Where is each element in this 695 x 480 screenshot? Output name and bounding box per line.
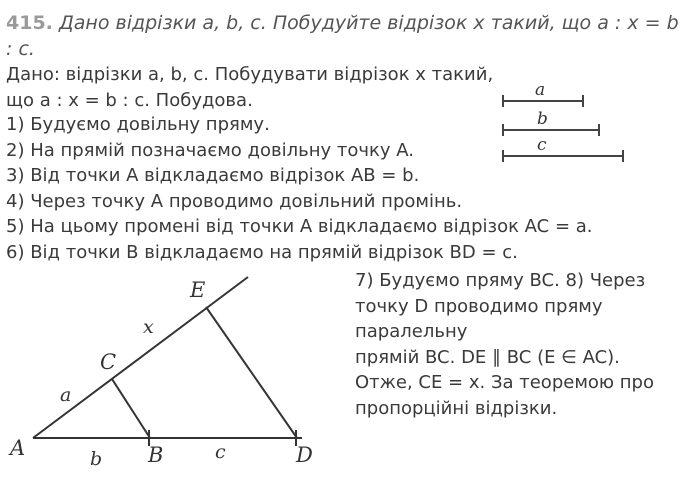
solution-given <box>6 62 526 113</box>
label-segment-a: a <box>60 384 72 406</box>
label-segment-b: b <box>90 448 103 470</box>
step-5: 5) На цьому промені від точки A відкладаємо відрізок AC = a. <box>6 216 593 237</box>
side-line-5: Отже, CE = x. За теоремою про <box>355 372 654 393</box>
line-bc <box>112 379 150 438</box>
label-segment-x: x <box>143 316 154 338</box>
segment-a-label: a <box>535 80 546 100</box>
step-3: 3) Від точки A відкладаємо відрізок AB = b. <box>6 165 420 186</box>
construction-conclusion <box>355 268 690 421</box>
given-segments-figure <box>495 78 635 170</box>
side-line-1: 7) Будуємо пряму BC. 8) Через <box>355 270 646 291</box>
side-line-4: прямій BC. DE ∥ BC (E ∈ AC). <box>355 346 620 368</box>
problem-text: Дано відрізки a, b, c. Побудуйте відрізок x такий, що a : x = b : c. <box>6 12 679 60</box>
side-line-3: паралельну <box>355 321 468 342</box>
problem-number: 415. <box>6 12 53 34</box>
problem-statement <box>6 10 686 62</box>
label-segment-c: c <box>215 441 226 463</box>
point-d-label: D <box>296 443 313 467</box>
side-line-2: точку D проводимо пряму <box>355 295 603 317</box>
step-2: 2) На прямій позначаємо довільну точку A. <box>6 139 414 161</box>
given-line-2: що a : x = b : c. Побудова. <box>6 89 253 111</box>
line-de <box>206 307 297 438</box>
step-4: 4) Через точку A проводимо довільний промінь. <box>6 190 463 212</box>
step-1: 1) Будуємо довільну пряму. <box>6 114 270 135</box>
given-line-1: Дано: відрізки a, b, c. Побудувати відрізок x такий, <box>6 64 494 85</box>
construction-figure <box>0 265 350 480</box>
segment-b-label: b <box>537 109 548 129</box>
step-6: 6) Від точки B відкладаємо на прямій відрізок BD = c. <box>6 241 518 263</box>
point-a-label: A <box>10 436 26 460</box>
point-e-label: E <box>190 278 206 302</box>
point-c-label: C <box>100 350 117 374</box>
point-b-label: B <box>148 443 164 467</box>
side-line-6: пропорційні відрізки. <box>355 397 558 419</box>
ray-from-a <box>33 277 248 438</box>
segment-c-label: c <box>537 135 547 155</box>
